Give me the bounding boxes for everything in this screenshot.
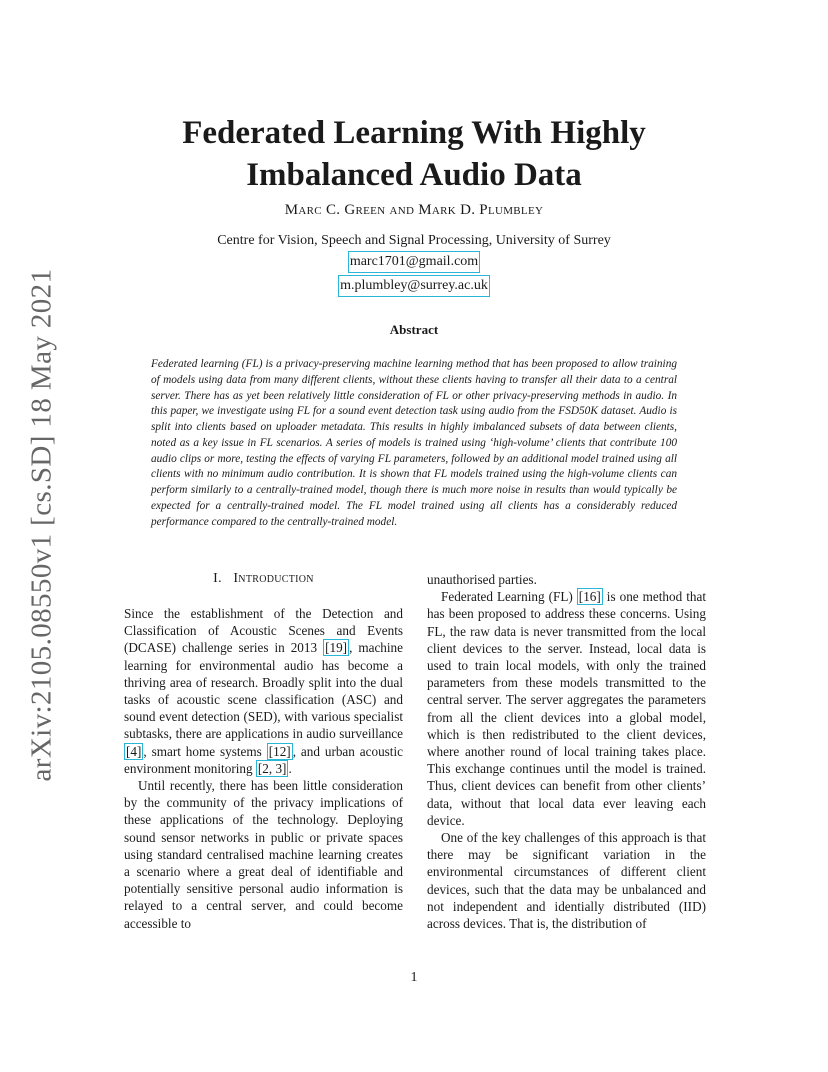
email-link-plumbley[interactable]: m.plumbley@surrey.ac.uk xyxy=(338,275,490,297)
text-run: , machine learning for environmental audio has become a thriving area of research. Broadly split into the dual tasks of acoustic scene classification (ASC) and sound event detection (SED), with various specialist subtasks, there are applications in audio surveillance xyxy=(124,640,404,742)
citation-link[interactable]: [19] xyxy=(325,640,348,656)
email-list xyxy=(100,250,728,298)
text-run: , smart home systems xyxy=(143,743,267,759)
abstract-text: Federated learning (FL) is a privacy-preserving machine learning method that has been proposed to allow training of models using data from many different clients, without these clients having to transfer all their data to a central server. There has as yet been relatively little consideration of FL or other privacy-preserving methods in audio. In this paper, we investigate using FL for a sound event detection task using audio from the FSD50K dataset. Audio is split into clients based on uploader metadata. This results in highly imbalanced subsets of data between clients, noted as a key issue in FL scenarios. A series of models is trained using ‘high-volume’ clients that contribute 100 audio clips or more, testing the effects of varying FL parameters, followed by an additional model trained using all clients with no minimum audio contribution. It is shown that FL models trained using the high-volume clients can perform similarly to a centrally-trained model, though there is much more noise in results than would typically be expected for a centrally-trained model. The FL model trained using all clients has a considerably reduced performance compared to the centrally-trained model. xyxy=(151,358,677,528)
text-run: Since the establishment of the Detection and Classification of Acoustic Scenes and Events (DCASE) challenge series in 2013 xyxy=(124,606,403,656)
section-number: I. xyxy=(213,571,222,586)
arxiv-stamp-text: arXiv:2105.08550v1 [cs.SD] 18 May 2021 xyxy=(25,268,58,782)
intro-paragraph-4: One of the key challenges of this approach is that there may be significant variation in the environmental circumstances of different client devices, such that the data may be unbalanced and not independent and identially distributed (IID) across devices. That is, the distribution of xyxy=(427,830,706,932)
citation-link[interactable]: [12] xyxy=(268,743,291,759)
text-run: , and urban acoustic environment monitoring xyxy=(124,743,403,776)
intro-paragraph-1-continued: unauthorised parties. xyxy=(427,572,537,587)
affiliation: Centre for Vision, Speech and Signal Processing, University of Surrey xyxy=(217,233,611,248)
right-column xyxy=(427,571,706,932)
email-link-green[interactable]: marc1701@gmail.com xyxy=(348,251,480,273)
text-run: is one method that has been proposed to address these concerns. Using FL, the raw data is never transmitted from the local client devices to the server. Instead, local data is used to train local models, with only the trained parameters from these models transmitted to the central server. The server aggregates the parameters from all the client devices into a global model, which is then redistributed to the client devices, where another round of local training takes place. This exchange continues until the model is trained. Thus, client devices can benefit from other clients’ data, without that local data ever leaving each device. xyxy=(427,589,706,828)
citation-link[interactable]: [16] xyxy=(578,589,601,605)
abstract-heading: Abstract xyxy=(389,322,439,337)
text-run: . xyxy=(288,760,292,776)
citation-link[interactable]: [4] xyxy=(126,743,142,759)
citation-link[interactable]: [2, 3] xyxy=(257,760,287,776)
paper-title: Federated Learning With Highly Imbalanced Audio Data xyxy=(182,115,646,193)
text-run: Federated Learning (FL) xyxy=(441,589,577,605)
intro-paragraph-1 xyxy=(124,605,403,777)
section-title: Introduction xyxy=(233,571,314,586)
arxiv-stamp xyxy=(22,268,62,782)
authors: Marc C. Green and Mark D. Plumbley xyxy=(284,202,544,218)
intro-paragraph-3 xyxy=(427,588,706,829)
page-number: 1 xyxy=(410,970,418,985)
section-heading xyxy=(124,571,403,587)
left-column xyxy=(124,605,403,932)
intro-paragraph-2: Until recently, there has been little consideration by the community of the privacy implications of these applications of the technology. Deploying sound sensor networks in public or private spaces using standard centralised machine learning creates a scenario where a great deal of identifiable and potentially sensitive personal audio information is relayed to a central server, and could become accessible to xyxy=(124,778,403,931)
